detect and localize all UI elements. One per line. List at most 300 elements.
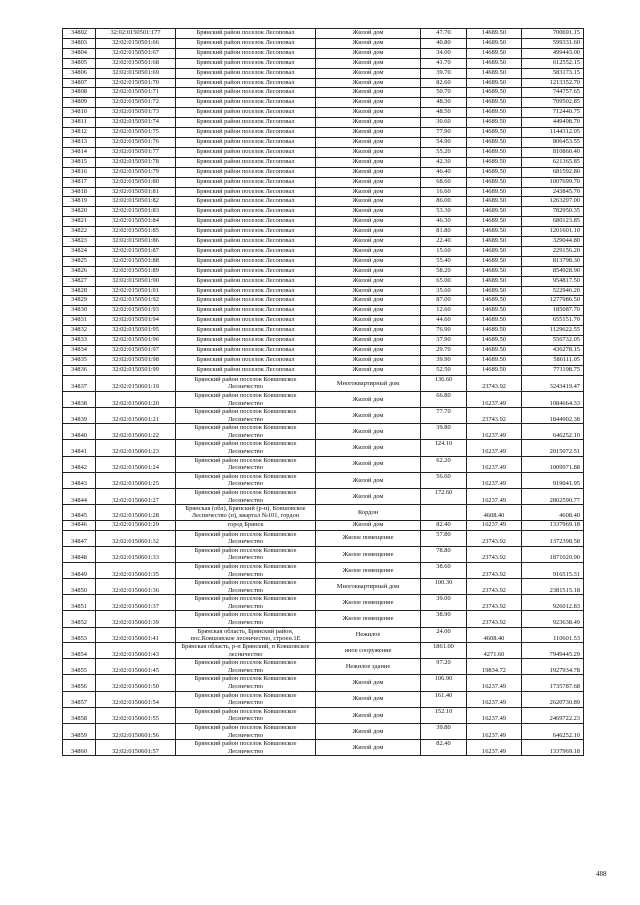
table-row — [63, 128, 584, 138]
cadastral-value-cell: 1372398.58 — [522, 530, 584, 546]
object-type-cell: Жилой дом — [316, 38, 421, 48]
object-type-cell: Жилой дом — [316, 167, 421, 177]
address-cell: Брянский район поселок Лесоповал — [176, 128, 316, 138]
cadastral-number-cell: 32:02:0150501:87 — [96, 246, 176, 256]
object-type-cell: Жилой дом — [316, 177, 421, 187]
cadastral-number-cell: 32:02:0150601:41 — [96, 627, 176, 642]
unit-value-cell: 14689.50 — [467, 217, 522, 227]
table-row — [63, 520, 584, 530]
area-cell: 55.40 — [421, 256, 467, 266]
cadastral-number-cell: 32:02:0150501:97 — [96, 346, 176, 356]
object-type-cell: Жилой дом — [316, 88, 421, 98]
row-number-cell: 34828 — [63, 286, 96, 296]
cadastral-value-cell: 709502.85 — [522, 98, 584, 108]
cadastral-value-cell: 646252.10 — [522, 724, 584, 740]
unit-value-cell: 4271.60 — [467, 643, 522, 659]
row-number-cell: 34835 — [63, 355, 96, 365]
cadastral-number-cell: 32:02:0150601:32 — [96, 530, 176, 546]
table-row — [63, 137, 584, 147]
object-type-cell: Жилой дом — [316, 365, 421, 375]
object-type-cell: Жилой дом — [316, 118, 421, 128]
table-row — [63, 246, 584, 256]
object-type-cell: Жилой дом — [316, 326, 421, 336]
address-cell: Брянский район поселок Лесоповал — [176, 316, 316, 326]
row-number-cell: 34822 — [63, 227, 96, 237]
row-number-cell: 34812 — [63, 128, 96, 138]
table-row — [63, 562, 584, 578]
table-row — [63, 88, 584, 98]
cadastral-number-cell: 32:02:0150601:23 — [96, 440, 176, 456]
table-row — [63, 217, 584, 227]
unit-value-cell: 19834.72 — [467, 659, 522, 675]
table-row — [63, 643, 584, 659]
area-cell: 46.30 — [421, 217, 467, 227]
object-type-cell: Нежилое — [316, 627, 421, 642]
cadastral-number-cell: 32:02:0150501:96 — [96, 336, 176, 346]
unit-value-cell: 16237.49 — [467, 675, 522, 691]
table-row — [63, 256, 584, 266]
address-cell: Брянский район поселок Ковшовское Лесничество — [176, 530, 316, 546]
address-cell: Брянский район поселок Лесоповал — [176, 217, 316, 227]
address-cell: Брянский район поселок Ковшовское Лесничество — [176, 472, 316, 488]
address-cell: Брянский район поселок Ковшовское Лесничество — [176, 546, 316, 562]
table-row — [63, 391, 584, 407]
row-number-cell: 34848 — [63, 546, 96, 562]
area-cell: 22.40 — [421, 237, 467, 247]
table-row — [63, 316, 584, 326]
area-cell: 55.20 — [421, 147, 467, 157]
cadastral-value-cell: 813798.30 — [522, 256, 584, 266]
row-number-cell: 34841 — [63, 440, 96, 456]
cadastral-value-cell: 522946.20 — [522, 286, 584, 296]
address-cell: Брянский район поселок Лесоповал — [176, 227, 316, 237]
unit-value-cell: 14689.50 — [467, 346, 522, 356]
area-cell: 48.30 — [421, 98, 467, 108]
cadastral-value-cell: 599331.60 — [522, 38, 584, 48]
object-type-cell: Жилое помещение — [316, 530, 421, 546]
row-number-cell: 34826 — [63, 266, 96, 276]
row-number-cell: 34807 — [63, 78, 96, 88]
object-type-cell: Жилое помещение — [316, 562, 421, 578]
table-row — [63, 546, 584, 562]
address-cell: Брянский район поселок Лесоповал — [176, 48, 316, 58]
cadastral-value-cell: 2015072.51 — [522, 440, 584, 456]
row-number-cell: 34827 — [63, 276, 96, 286]
area-cell — [421, 505, 467, 520]
area-cell: 97.20 — [421, 659, 467, 675]
cadastral-number-cell: 32:02:0150501:88 — [96, 256, 176, 266]
cadastral-number-cell: 32:02:0150601:22 — [96, 424, 176, 440]
area-cell: 81.80 — [421, 227, 467, 237]
unit-value-cell: 14689.50 — [467, 128, 522, 138]
object-type-cell: Жилой дом — [316, 724, 421, 740]
unit-value-cell: 14689.50 — [467, 108, 522, 118]
area-cell: 66.80 — [421, 391, 467, 407]
table-row — [63, 78, 584, 88]
cadastral-number-cell: 32:02:0150601:35 — [96, 562, 176, 578]
row-number-cell: 34814 — [63, 147, 96, 157]
address-cell: Брянский район поселок Лесоповал — [176, 78, 316, 88]
cadastral-number-cell: 32:02:0150501:79 — [96, 167, 176, 177]
area-cell: 39.80 — [421, 724, 467, 740]
address-cell: Брянский район поселок Лесоповал — [176, 286, 316, 296]
table-row — [63, 489, 584, 505]
cadastral-number-cell: 32:02:0150501:83 — [96, 207, 176, 217]
object-type-cell: Жилой дом — [316, 237, 421, 247]
area-cell: 29.70 — [421, 346, 467, 356]
cadastral-value-cell: 916515.31 — [522, 562, 584, 578]
object-type-cell: Жилой дом — [316, 157, 421, 167]
row-number-cell: 34853 — [63, 627, 96, 642]
table-row — [63, 326, 584, 336]
unit-value-cell: 14689.50 — [467, 68, 522, 78]
cadastral-value-cell: 926012.83 — [522, 595, 584, 611]
unit-value-cell: 14689.50 — [467, 78, 522, 88]
cadastral-value-cell: 1144312.05 — [522, 128, 584, 138]
object-type-cell: Жилое помещение — [316, 595, 421, 611]
area-cell: 15.60 — [421, 246, 467, 256]
cadastral-number-cell: 32:02:0150501:99 — [96, 365, 176, 375]
cadastral-value-cell: 2469722.23 — [522, 707, 584, 723]
address-cell: Брянская область, р-н Брянский, п Ковшовское лесничество — [176, 643, 316, 659]
cadastral-value-cell: 2620730.89 — [522, 691, 584, 707]
area-cell: 58.20 — [421, 266, 467, 276]
address-cell: Брянский район поселок Ковшовское Лесничество — [176, 659, 316, 675]
row-number-cell: 34849 — [63, 562, 96, 578]
cadastral-value-cell: 680123.85 — [522, 217, 584, 227]
table-row — [63, 505, 584, 520]
object-type-cell: Жилой дом — [316, 147, 421, 157]
area-cell: 48.50 — [421, 108, 467, 118]
cadastral-number-cell: 32:02:0150601:39 — [96, 611, 176, 627]
row-number-cell: 34815 — [63, 157, 96, 167]
unit-value-cell: 14689.50 — [467, 256, 522, 266]
unit-value-cell: 16237.49 — [467, 707, 522, 723]
cadastral-value-cell: 1735787.68 — [522, 675, 584, 691]
area-cell: 52.50 — [421, 365, 467, 375]
unit-value-cell: 16237.49 — [467, 489, 522, 505]
unit-value-cell: 14689.50 — [467, 266, 522, 276]
cadastral-value-cell: 586111.05 — [522, 355, 584, 365]
unit-value-cell: 16237.49 — [467, 440, 522, 456]
unit-value-cell: 14689.50 — [467, 98, 522, 108]
area-cell: 77.90 — [421, 128, 467, 138]
object-type-cell: Жилой дом — [316, 98, 421, 108]
cadastral-value-cell: 1337969.18 — [522, 740, 584, 756]
unit-value-cell: 23743.92 — [467, 408, 522, 424]
object-type-cell: Жилой дом — [316, 707, 421, 723]
unit-value-cell: 14689.50 — [467, 147, 522, 157]
table-row — [63, 266, 584, 276]
object-type-cell: Жилой дом — [316, 29, 421, 39]
object-type-cell: Жилой дом — [316, 472, 421, 488]
area-cell: 124.10 — [421, 440, 467, 456]
row-number-cell: 34819 — [63, 197, 96, 207]
area-cell: 82.60 — [421, 78, 467, 88]
address-cell: Брянский район поселок Ковшовское Лесничество — [176, 579, 316, 595]
table-row — [63, 724, 584, 740]
unit-value-cell: 14689.50 — [467, 157, 522, 167]
cadastral-number-cell: 32:02:0150501:71 — [96, 88, 176, 98]
object-type-cell: Жилой дом — [316, 391, 421, 407]
address-cell: Брянский район поселок Ковшовское Лесничество — [176, 595, 316, 611]
cadastral-value-cell: 1213352.70 — [522, 78, 584, 88]
table-row — [63, 355, 584, 365]
table-row — [63, 237, 584, 247]
object-type-cell: Жилой дом — [316, 424, 421, 440]
table-row — [63, 740, 584, 756]
unit-value-cell: 14689.50 — [467, 316, 522, 326]
area-cell: 1861.00 — [421, 643, 467, 659]
cadastral-number-cell: 32:02:0150601:45 — [96, 659, 176, 675]
table-row — [63, 306, 584, 316]
table-row — [63, 408, 584, 424]
address-cell: Брянский район поселок Лесоповал — [176, 137, 316, 147]
cadastral-number-cell: 32:02:0150501:177 — [96, 29, 176, 39]
area-cell: 86.00 — [421, 197, 467, 207]
cadastral-number-cell: 32:02:0150501:82 — [96, 197, 176, 207]
object-type-cell: Жилой дом — [316, 675, 421, 691]
row-number-cell: 34840 — [63, 424, 96, 440]
address-cell: Брянская область, Брянский район, пос.Ковшовское лесничество, строен.1Е — [176, 627, 316, 642]
object-type-cell: Жилой дом — [316, 740, 421, 756]
area-cell: 172.60 — [421, 489, 467, 505]
cadastral-value-cell: 1871020.90 — [522, 546, 584, 562]
object-type-cell: Жилой дом — [316, 187, 421, 197]
cadastral-number-cell: 32:02:0150601:24 — [96, 456, 176, 472]
area-cell: 100.30 — [421, 579, 467, 595]
address-cell: Брянский район поселок Лесоповал — [176, 108, 316, 118]
area-cell: 50.70 — [421, 88, 467, 98]
unit-value-cell: 16237.49 — [467, 724, 522, 740]
table-row — [63, 627, 584, 642]
cadastral-number-cell: 32:02:0150501:80 — [96, 177, 176, 187]
row-number-cell: 34837 — [63, 375, 96, 391]
table-row — [63, 472, 584, 488]
cadastral-number-cell: 32:02:0150601:43 — [96, 643, 176, 659]
row-number-cell: 34813 — [63, 137, 96, 147]
table-row — [63, 286, 584, 296]
row-number-cell: 34830 — [63, 306, 96, 316]
object-type-cell: Жилой дом — [316, 68, 421, 78]
row-number-cell: 34833 — [63, 336, 96, 346]
unit-value-cell: 16237.49 — [467, 391, 522, 407]
object-type-cell: Жилой дом — [316, 128, 421, 138]
table-row — [63, 68, 584, 78]
area-cell: 39.70 — [421, 68, 467, 78]
row-number-cell: 34817 — [63, 177, 96, 187]
cadastral-value-cell: 810860.40 — [522, 147, 584, 157]
cadastral-value-cell: 185087.70 — [522, 306, 584, 316]
cadastral-value-cell: 923638.49 — [522, 611, 584, 627]
object-type-cell: Жилое помещение — [316, 611, 421, 627]
area-cell: 47.70 — [421, 29, 467, 39]
object-type-cell: Жилой дом — [316, 48, 421, 58]
address-cell: Брянский район поселок Лесоповал — [176, 355, 316, 365]
row-number-cell: 34810 — [63, 108, 96, 118]
cadastral-value-cell: 681592.80 — [522, 167, 584, 177]
table-row — [63, 375, 584, 391]
address-cell: Брянский район поселок Лесоповал — [176, 118, 316, 128]
unit-value-cell: 14689.50 — [467, 58, 522, 68]
unit-value-cell: 14689.50 — [467, 306, 522, 316]
unit-value-cell: 23743.92 — [467, 562, 522, 578]
cadastral-value-cell: 1337969.18 — [522, 520, 584, 530]
cadastral-number-cell: 32:02:0150501:68 — [96, 58, 176, 68]
area-cell: 54.90 — [421, 137, 467, 147]
cadastral-number-cell: 32:02:0150601:25 — [96, 472, 176, 488]
row-number-cell: 34802 — [63, 29, 96, 39]
cadastral-number-cell: 32:02:0150601:56 — [96, 724, 176, 740]
row-number-cell: 34852 — [63, 611, 96, 627]
row-number-cell: 34859 — [63, 724, 96, 740]
area-cell: 35.60 — [421, 286, 467, 296]
unit-value-cell: 14689.50 — [467, 296, 522, 306]
cadastral-value-cell: 854928.90 — [522, 266, 584, 276]
address-cell: Брянский район поселок Лесоповал — [176, 346, 316, 356]
unit-value-cell: 16237.49 — [467, 424, 522, 440]
cadastral-value-cell: 243845.70 — [522, 187, 584, 197]
row-number-cell: 34856 — [63, 675, 96, 691]
object-type-cell: Нежилое здание — [316, 659, 421, 675]
object-type-cell: Жилой дом — [316, 408, 421, 424]
table-row — [63, 456, 584, 472]
object-type-cell: Жилой дом — [316, 489, 421, 505]
unit-value-cell: 14689.50 — [467, 326, 522, 336]
cadastral-number-cell: 32:02:0150501:95 — [96, 326, 176, 336]
address-cell: Брянский район поселок Ковшовское Лесничество — [176, 391, 316, 407]
address-cell: Брянский район поселок Лесоповал — [176, 336, 316, 346]
cadastral-number-cell: 32:02:0150601:19 — [96, 375, 176, 391]
cadastral-value-cell: 646252.10 — [522, 424, 584, 440]
area-cell: 82.40 — [421, 740, 467, 756]
cadastral-table — [62, 28, 584, 756]
cadastral-value-cell: 449498.70 — [522, 118, 584, 128]
table-row — [63, 346, 584, 356]
row-number-cell: 34857 — [63, 691, 96, 707]
area-cell: 40.80 — [421, 38, 467, 48]
table-row — [63, 147, 584, 157]
table-row — [63, 227, 584, 237]
table-row — [63, 118, 584, 128]
unit-value-cell: 14689.50 — [467, 355, 522, 365]
area-cell: 30.60 — [421, 118, 467, 128]
unit-value-cell: 14689.50 — [467, 167, 522, 177]
cadastral-value-cell: 329044.80 — [522, 237, 584, 247]
cadastral-value-cell: 954817.50 — [522, 276, 584, 286]
cadastral-number-cell: 32:02:0150501:72 — [96, 98, 176, 108]
unit-value-cell: 14689.50 — [467, 286, 522, 296]
row-number-cell: 34834 — [63, 346, 96, 356]
area-cell: 24.00 — [421, 627, 467, 642]
address-cell: Брянский район поселок Лесоповал — [176, 237, 316, 247]
table-row — [63, 659, 584, 675]
cadastral-number-cell: 32:02:0150601:28 — [96, 505, 176, 520]
object-type-cell: Жилой дом — [316, 346, 421, 356]
cadastral-value-cell: 1007699.70 — [522, 177, 584, 187]
cadastral-value-cell: 712440.75 — [522, 108, 584, 118]
object-type-cell: Жилой дом — [316, 440, 421, 456]
cadastral-number-cell: 32:02:0150501:81 — [96, 187, 176, 197]
cadastral-number-cell: 32:02:0150601:54 — [96, 691, 176, 707]
row-number-cell: 34806 — [63, 68, 96, 78]
address-cell: Брянский район поселок Лесоповал — [176, 98, 316, 108]
cadastral-number-cell: 32:02:0150501:90 — [96, 276, 176, 286]
unit-value-cell: 14689.50 — [467, 88, 522, 98]
area-cell: 53.30 — [421, 207, 467, 217]
table-row — [63, 58, 584, 68]
object-type-cell: Жилой дом — [316, 256, 421, 266]
area-cell: 62.20 — [421, 456, 467, 472]
area-cell: 76.90 — [421, 326, 467, 336]
area-cell: 82.40 — [421, 520, 467, 530]
table-row — [63, 579, 584, 595]
address-cell: Брянский район поселок Ковшовское Лесничество — [176, 675, 316, 691]
cadastral-number-cell: 32:02:0150501:84 — [96, 217, 176, 227]
cadastral-number-cell: 32:02:0150501:67 — [96, 48, 176, 58]
address-cell: Брянский район поселок Лесоповал — [176, 197, 316, 207]
unit-value-cell: 14689.50 — [467, 197, 522, 207]
cadastral-value-cell: 1201601.10 — [522, 227, 584, 237]
address-cell: Брянский район поселок Лесоповал — [176, 256, 316, 266]
object-type-cell: Жилой дом — [316, 276, 421, 286]
address-cell: Брянский район поселок Лесоповал — [176, 207, 316, 217]
unit-value-cell: 16237.49 — [467, 740, 522, 756]
area-cell: 39.90 — [421, 355, 467, 365]
area-cell: 68.60 — [421, 177, 467, 187]
row-number-cell: 34851 — [63, 595, 96, 611]
address-cell: Брянский район поселок Ковшовское Лесничество — [176, 724, 316, 740]
object-type-cell: Жилой дом — [316, 691, 421, 707]
cadastral-value-cell: 621365.85 — [522, 157, 584, 167]
cadastral-value-cell: 771198.75 — [522, 365, 584, 375]
unit-value-cell: 23743.92 — [467, 375, 522, 391]
unit-value-cell: 4608.40 — [467, 505, 522, 520]
address-cell: Брянский район поселок Лесоповал — [176, 306, 316, 316]
cadastral-number-cell: 32:02:0150601:55 — [96, 707, 176, 723]
area-cell: 65.00 — [421, 276, 467, 286]
cadastral-number-cell: 32:02:0150501:74 — [96, 118, 176, 128]
cadastral-value-cell: 3243419.47 — [522, 375, 584, 391]
row-number-cell: 34823 — [63, 237, 96, 247]
object-type-cell: Жилой дом — [316, 137, 421, 147]
area-cell: 38.90 — [421, 611, 467, 627]
row-number-cell: 34858 — [63, 707, 96, 723]
address-cell: Брянский район поселок Ковшовское Лесничество — [176, 707, 316, 723]
unit-value-cell: 14689.50 — [467, 336, 522, 346]
address-cell: Брянский район поселок Лесоповал — [176, 365, 316, 375]
cadastral-number-cell: 32:02:0150601:50 — [96, 675, 176, 691]
page-number: 488 — [596, 870, 607, 878]
cadastral-number-cell: 32:02:0150501:93 — [96, 306, 176, 316]
cadastral-number-cell: 32:02:0150501:94 — [96, 316, 176, 326]
cadastral-number-cell: 32:02:0150501:66 — [96, 38, 176, 48]
area-cell: 152.10 — [421, 707, 467, 723]
cadastral-value-cell: 4608.40 — [522, 505, 584, 520]
unit-value-cell: 4608.40 — [467, 627, 522, 642]
cadastral-number-cell: 32:02:0150601:27 — [96, 489, 176, 505]
address-cell: Брянский район поселок Лесоповал — [176, 29, 316, 39]
object-type-cell: Жилой дом — [316, 316, 421, 326]
address-cell: Брянский район поселок Ковшовское Лесничество — [176, 424, 316, 440]
unit-value-cell: 14689.50 — [467, 246, 522, 256]
address-cell: город Брянск — [176, 520, 316, 530]
cadastral-value-cell: 229156.20 — [522, 246, 584, 256]
row-number-cell: 34808 — [63, 88, 96, 98]
unit-value-cell: 14689.50 — [467, 237, 522, 247]
table-row — [63, 98, 584, 108]
row-number-cell: 34846 — [63, 520, 96, 530]
